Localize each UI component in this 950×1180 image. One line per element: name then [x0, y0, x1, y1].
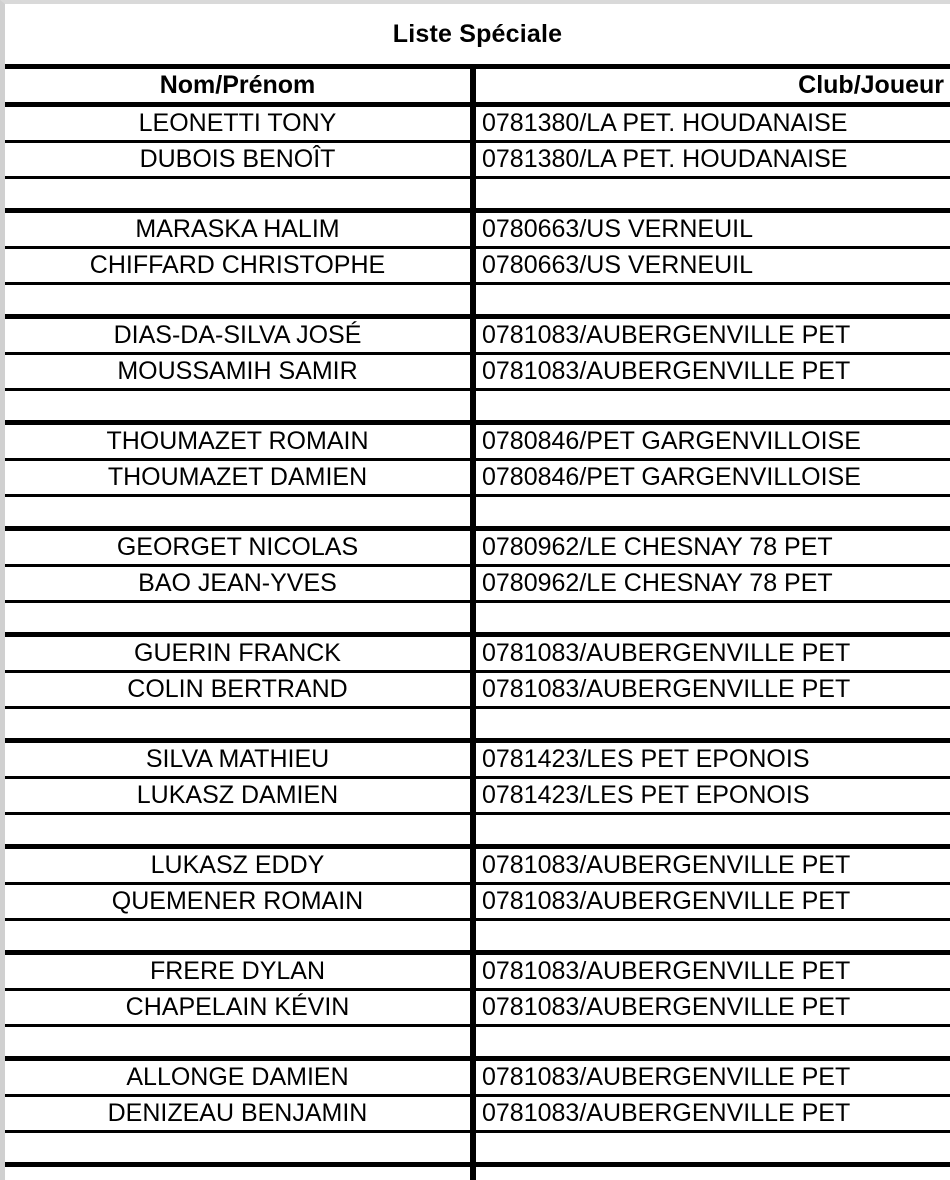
cell-player-name[interactable]: THOUMAZET ROMAIN [5, 422, 473, 459]
cell-player-club[interactable]: 0781083/AUBERGENVILLE PET [473, 846, 950, 883]
group-separator-row[interactable] [5, 495, 950, 528]
cell-player-club[interactable]: 0781083/AUBERGENVILLE PET [473, 671, 950, 707]
table-row[interactable] [5, 247, 950, 283]
cell-empty[interactable] [473, 601, 950, 634]
table-row[interactable] [5, 952, 950, 989]
table-row[interactable] [5, 210, 950, 247]
cell-empty[interactable] [5, 495, 473, 528]
table-row[interactable] [5, 104, 950, 141]
table-row[interactable] [5, 459, 950, 495]
page-title: Liste Spéciale [5, 4, 950, 66]
cell-empty[interactable] [473, 1164, 950, 1180]
cell-empty[interactable] [5, 1025, 473, 1058]
cell-empty[interactable] [5, 177, 473, 210]
cell-player-name[interactable]: ALLONGE DAMIEN [5, 1058, 473, 1095]
table-row[interactable] [5, 740, 950, 777]
column-header-club: Club/Joueur [473, 66, 950, 104]
cell-empty[interactable] [473, 1025, 950, 1058]
cell-player-club[interactable]: 0780962/LE CHESNAY 78 PET [473, 565, 950, 601]
cell-player-club[interactable]: 0780846/PET GARGENVILLOISE [473, 422, 950, 459]
group-separator-row[interactable] [5, 1025, 950, 1058]
cell-player-name[interactable]: MARASKA HALIM [5, 210, 473, 247]
cell-player-club[interactable]: 0781423/LES PET EPONOIS [473, 740, 950, 777]
cell-empty[interactable] [5, 707, 473, 740]
cell-player-club[interactable]: 0780846/PET GARGENVILLOISE [473, 459, 950, 495]
cell-player-name[interactable]: LUKASZ DAMIEN [5, 777, 473, 813]
cell-empty[interactable] [5, 601, 473, 634]
group-separator-row[interactable] [5, 919, 950, 952]
cell-player-club[interactable]: 0781083/AUBERGENVILLE PET [473, 1058, 950, 1095]
cell-player-club[interactable]: 0781423/LES PET EPONOIS [473, 777, 950, 813]
cell-player-club[interactable]: 0781083/AUBERGENVILLE PET [473, 1095, 950, 1131]
table-row[interactable] [5, 846, 950, 883]
table-row[interactable] [5, 671, 950, 707]
table-body [5, 4, 950, 1180]
table-row[interactable] [5, 141, 950, 177]
cell-player-club[interactable]: 0781083/AUBERGENVILLE PET [473, 952, 950, 989]
table-row[interactable] [5, 565, 950, 601]
table-row[interactable] [5, 1095, 950, 1131]
cell-player-club[interactable]: 0781083/AUBERGENVILLE PET [473, 989, 950, 1025]
table-row[interactable] [5, 883, 950, 919]
cell-player-club[interactable]: 0781083/AUBERGENVILLE PET [473, 316, 950, 353]
cell-empty[interactable] [473, 177, 950, 210]
table-row[interactable] [5, 1058, 950, 1095]
cell-empty[interactable] [473, 1131, 950, 1164]
cell-player-name[interactable]: SILVA MATHIEU [5, 740, 473, 777]
group-separator-row[interactable] [5, 177, 950, 210]
cell-empty[interactable] [5, 283, 473, 316]
special-list-table [5, 4, 950, 1180]
cell-player-name[interactable]: BAO JEAN-YVES [5, 565, 473, 601]
cell-player-name[interactable]: THOUMAZET DAMIEN [5, 459, 473, 495]
cell-empty[interactable] [473, 389, 950, 422]
cell-player-club[interactable]: 0781083/AUBERGENVILLE PET [473, 634, 950, 671]
cell-player-club[interactable]: 0781083/AUBERGENVILLE PET [473, 883, 950, 919]
cell-empty[interactable] [5, 1131, 473, 1164]
cell-empty[interactable] [473, 919, 950, 952]
cell-player-name[interactable]: GEORGET NICOLAS [5, 528, 473, 565]
group-separator-row[interactable] [5, 601, 950, 634]
group-separator-row[interactable] [5, 813, 950, 846]
table-row[interactable] [5, 528, 950, 565]
cell-player-name[interactable]: DENIZEAU BENJAMIN [5, 1095, 473, 1131]
cell-player-name[interactable]: QUEMENER ROMAIN [5, 883, 473, 919]
table-row[interactable] [5, 777, 950, 813]
group-separator-row[interactable] [5, 283, 950, 316]
cell-player-name[interactable]: FRERE DYLAN [5, 952, 473, 989]
cell-empty[interactable] [473, 495, 950, 528]
cell-player-club[interactable]: 0780962/LE CHESNAY 78 PET [473, 528, 950, 565]
cell-player-club[interactable]: 0781380/LA PET. HOUDANAISE [473, 104, 950, 141]
cell-player-name[interactable]: LEONETTI TONY [5, 104, 473, 141]
cell-player-club[interactable]: 0780663/US VERNEUIL [473, 247, 950, 283]
table-row[interactable] [5, 316, 950, 353]
table-row[interactable] [5, 353, 950, 389]
cell-player-name[interactable]: COLIN BERTRAND [5, 671, 473, 707]
cell-player-name[interactable]: LUKASZ EDDY [5, 846, 473, 883]
empty-row[interactable] [5, 1164, 950, 1180]
cell-empty[interactable] [473, 707, 950, 740]
cell-empty[interactable] [5, 389, 473, 422]
cell-empty[interactable] [5, 1164, 473, 1180]
cell-player-name[interactable]: DUBOIS BENOÎT [5, 141, 473, 177]
cell-empty[interactable] [473, 283, 950, 316]
cell-empty[interactable] [5, 813, 473, 846]
cell-player-name[interactable]: GUERIN FRANCK [5, 634, 473, 671]
header-row [5, 66, 950, 104]
cell-player-club[interactable]: 0781380/LA PET. HOUDANAISE [473, 141, 950, 177]
column-header-name: Nom/Prénom [5, 66, 473, 104]
table-row[interactable] [5, 422, 950, 459]
cell-player-name[interactable]: CHAPELAIN KÉVIN [5, 989, 473, 1025]
table-row[interactable] [5, 989, 950, 1025]
cell-empty[interactable] [5, 919, 473, 952]
table-row[interactable] [5, 634, 950, 671]
group-separator-row[interactable] [5, 707, 950, 740]
cell-player-club[interactable]: 0780663/US VERNEUIL [473, 210, 950, 247]
cell-empty[interactable] [473, 813, 950, 846]
title-row [5, 4, 950, 66]
group-separator-row[interactable] [5, 389, 950, 422]
cell-player-club[interactable]: 0781083/AUBERGENVILLE PET [473, 353, 950, 389]
cell-player-name[interactable]: CHIFFARD CHRISTOPHE [5, 247, 473, 283]
group-separator-row[interactable] [5, 1131, 950, 1164]
cell-player-name[interactable]: DIAS-DA-SILVA JOSÉ [5, 316, 473, 353]
cell-player-name[interactable]: MOUSSAMIH SAMIR [5, 353, 473, 389]
